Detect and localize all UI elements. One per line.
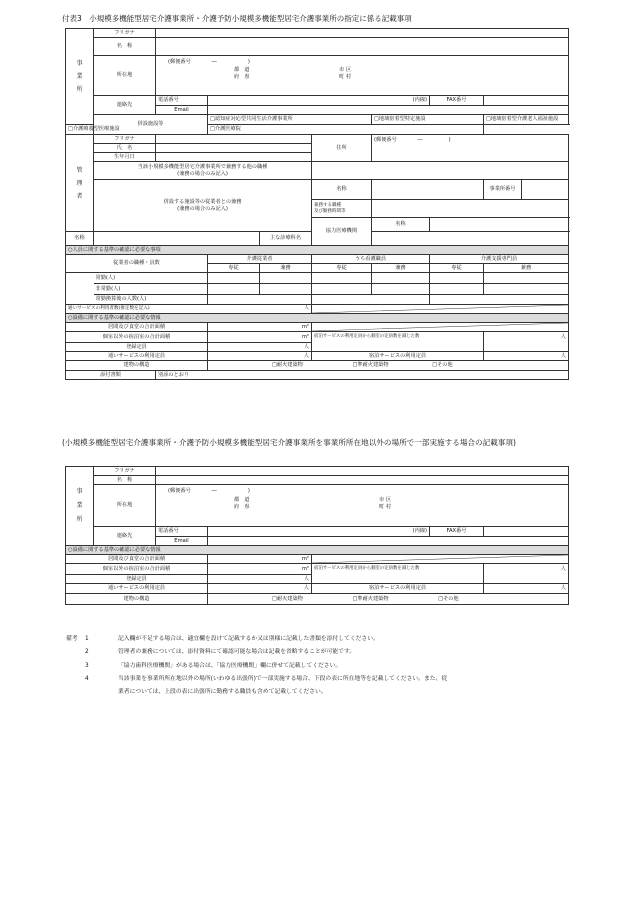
registered-field[interactable]: 人 [208, 343, 312, 352]
branch-phone-label: 電話番号 [156, 527, 208, 537]
branch-lodging-label: 宿泊サービスの利用定員 [312, 584, 484, 594]
office-fax-label: FAX番号 [430, 96, 484, 106]
row-fte-label: 常勤換算後の人数(人) [94, 295, 208, 305]
structure-other[interactable]: □その他 [432, 362, 453, 369]
manager-name-field[interactable] [156, 144, 312, 153]
manager-concurrent-job-field[interactable] [372, 200, 569, 218]
manager-other-job-field[interactable] [312, 162, 569, 180]
sub-concurrent-1: 兼務 [260, 264, 312, 273]
branch-phone-field[interactable]: (内線) [208, 527, 430, 537]
note-text: 記入欄が不足する場合は、適宜欄を設けて記載するか又は別様に記載した書類を添付してください。 [118, 636, 379, 642]
office-contact-label: 連絡先 [94, 96, 156, 115]
branch-name-label: 名 称 [94, 476, 156, 485]
structure-label: 建物の構造 [66, 361, 208, 371]
cell-r1-4[interactable] [372, 273, 430, 284]
personnel-header: ○人員に関する基準の確認に必要な事項 [66, 246, 569, 255]
sub-concurrent-2: 兼務 [372, 264, 430, 273]
branch-equipment-header: ○設備に関する基準の確認に必要な情報 [66, 546, 569, 555]
manager-concurrent-job-label: 兼務する職種 及び勤務時間等 [312, 200, 372, 218]
branch-postal: (郵便番号 ― ) [168, 488, 250, 494]
note-text: 「協力歯科医療機関」がある場合は、「協力医療機関」欄に併せて記載してください。 [118, 662, 342, 669]
branch-structure-label: 建物の構造 [66, 594, 208, 605]
users-diagonal-cell [312, 305, 569, 314]
branch-contact-label: 連絡先 [94, 527, 156, 546]
office-furigana-label: フリガナ [94, 29, 156, 38]
attachment-label: 添付書類 [66, 371, 156, 380]
cell-r2-4[interactable] [372, 284, 430, 295]
diagonal-line [312, 555, 568, 563]
sub-fulltime-1: 専従 [208, 264, 260, 273]
notes [66, 633, 576, 699]
branch-name-field[interactable] [156, 476, 569, 485]
medical-name-field-2[interactable] [94, 232, 260, 246]
manager-facility-name-label: 名称 [312, 180, 372, 200]
manager-residence-label: 住所 [312, 135, 372, 162]
facility-label: 併設施設等 [94, 115, 208, 135]
personnel-column-label: 従業者の職種・員数 [66, 255, 208, 273]
group-care-staff: 介護従業者 [208, 255, 312, 264]
row-fulltime-label: 常勤(人) [94, 273, 208, 284]
manager-office-no-field[interactable] [522, 180, 569, 200]
manager-facility-name-field[interactable] [372, 180, 484, 200]
facility-option-2[interactable]: □地域密着型特定施設 [372, 115, 484, 125]
medical-course-field-2[interactable] [372, 232, 569, 246]
medical-name-field-1[interactable] [430, 218, 569, 232]
branch-todo: 都 道 [234, 497, 250, 503]
office-address-label: 所在地 [94, 56, 156, 96]
cell-fte-2[interactable] [312, 295, 430, 305]
office-email-field[interactable] [208, 106, 569, 115]
diagonal-line [312, 323, 568, 331]
manager-postal: (郵便番号 ― ) [374, 137, 451, 143]
branch-structure-other[interactable]: □その他 [438, 595, 459, 602]
office-phone-label: 電話番号 [156, 96, 208, 106]
branch-commute-label: 通いサービスの利用定員 [66, 584, 208, 594]
structure-options[interactable] [208, 361, 569, 371]
cell-r1-3[interactable] [312, 273, 372, 284]
manager-concurrent-label: 併設する施設等の従業者との兼務 (兼務の場合のみ記入) [94, 180, 312, 232]
commute-label: 通いサービスの利用定員 [66, 352, 208, 361]
group-care-manager: 介護支援専門員 [430, 255, 569, 264]
note-text: 業者については、上段の表に出張所に勤務する職員も含めて記載してください。 [118, 689, 327, 696]
lodging-note: 宿泊サービスの利用定員から個室の定員数を減じた数 [312, 332, 484, 352]
office-postal: (郵便番号 ― ) [168, 59, 250, 65]
medical-course-label-2: 主な診療科名 [260, 232, 312, 246]
branch-structure-options[interactable] [208, 594, 569, 605]
branch-registered-field[interactable]: 人 [208, 575, 312, 584]
branch-lodging-note: 宿泊サービスの利用定員から個室の定員数を減じた数 [312, 564, 484, 584]
facility-option-1[interactable]: □認知症対応型共同生活介護事業所 [208, 115, 372, 125]
cell-fte-1[interactable] [208, 295, 312, 305]
office-name-label: 名 称 [94, 38, 156, 56]
branch-area-private-field[interactable]: m² [208, 564, 312, 575]
manager-birth-label: 生年月日 [94, 153, 156, 162]
branch-structure-semi-fireproof[interactable]: □準耐火建築物 [352, 595, 389, 602]
main-form-table [65, 28, 569, 380]
note-item: 2 管理者の兼務については、添付資料にて確認可能な場合は記載を省略することが可能です。 [85, 649, 356, 656]
office-name-field[interactable] [156, 38, 569, 56]
manager-birth-field[interactable] [156, 153, 312, 162]
note-item: 3 「協力歯科医療機関」がある場合は、「協力医療機関」欄に併せて記載してください。 [85, 662, 342, 669]
branch-area-common-field[interactable]: m² [208, 555, 312, 564]
branch-lodging-field[interactable]: 人 [484, 584, 569, 594]
branch-area-common-diagonal [312, 555, 569, 564]
lodging-label: 宿泊サービスの利用定員 [312, 352, 484, 361]
branch-registered-label: 登録定員 [66, 575, 208, 584]
manager-residence-field[interactable] [372, 135, 569, 162]
users-label: 通いサービスの利用者数(推定数を記入) 人 [66, 305, 312, 314]
manager-other-job-label: 当該小規模多機能型居宅介護事業所で兼務する他の職種 (兼務の場合のみ記入) [94, 162, 312, 180]
manager-furigana-label: フリガナ [94, 135, 156, 144]
branch-lodging-note-field[interactable]: 人 [484, 564, 569, 584]
office-chouson: 町 村 [339, 74, 352, 80]
branch-area-private-label: 個室以外の宿泊室の合計面積 [66, 564, 208, 575]
registered-label: 登録定員 [66, 343, 208, 352]
manager-office-no-label: 事業所番号 [484, 180, 522, 200]
equipment-header: ○設備に関する基準の確認に必要な情報 [66, 314, 569, 323]
diagonal-line [312, 305, 568, 313]
manager-furigana-field[interactable] [156, 135, 312, 144]
office-phone-field[interactable]: (内線) [208, 96, 430, 106]
facility-option-4[interactable]: □介護療養型医療施設 [66, 125, 208, 135]
facility-option-3[interactable]: □地域密着型介護老人福祉施設 [484, 115, 569, 125]
manager-label: 管 理 者 [66, 135, 94, 232]
branch-fax-label: FAX番号 [430, 527, 484, 537]
notes-label: 備考 [66, 636, 78, 642]
cell-r1-6[interactable] [484, 273, 569, 284]
branch-address-field[interactable] [156, 485, 569, 527]
area-common-field[interactable]: m² [208, 323, 312, 332]
second-section-title: (小規模多機能型居宅介護事業所・介護予防小規模多機能型居宅介護事業所を事業所所在地以外の場所で一部実施する場合の記載事項) [62, 438, 516, 447]
branch-commute-field[interactable]: 人 [208, 584, 312, 594]
cell-r1-1[interactable] [208, 273, 260, 284]
note-item-continued [66, 686, 576, 699]
note-item: 備考 1 記入欄が不足する場合は、適宜欄を設けて記載するか又は別様に記載した書類を添付してください。 [66, 633, 576, 646]
manager-name-label: 氏 名 [94, 144, 156, 153]
office-label: 事 業 所 [66, 29, 94, 125]
sub-fulltime-2: 専従 [312, 264, 372, 273]
office-shiku: 市 区 [339, 67, 352, 73]
form-title: 付表3 小規模多機能型居宅介護事業所・介護予防小規模多機能型居宅介護事業所の指定に係る記載事項 [62, 14, 412, 23]
sub-concurrent-3: 兼務 [484, 264, 569, 273]
medical-name-label-2: 名称 [66, 232, 94, 246]
cell-r2-6[interactable] [484, 284, 569, 295]
branch-chouson: 町 村 [379, 504, 392, 510]
branch-furigana-label: フリガナ [94, 467, 156, 476]
area-private-label: 個室以外の宿泊室の合計面積 [66, 332, 208, 343]
cell-fte-3[interactable] [430, 295, 569, 305]
branch-office-label: 事 業 所 [66, 467, 94, 546]
cell-r2-1[interactable] [208, 284, 260, 295]
area-common-label: 居間及び食堂の合計面積 [66, 323, 208, 332]
facility-option-5[interactable]: □介護医療院 [208, 125, 484, 135]
cell-r1-5[interactable] [430, 273, 484, 284]
attachment-value: 別添のとおり [156, 371, 569, 380]
office-furigana-field[interactable] [156, 29, 569, 38]
note-text: 管理者の兼務については、添付資料にて確認可能な場合は記載を省略することが可能です。 [118, 649, 356, 656]
cell-r2-5[interactable] [430, 284, 484, 295]
branch-structure-fireproof[interactable]: □耐火建築物 [272, 595, 303, 602]
branch-email-field[interactable] [208, 537, 569, 546]
branch-address-label: 所在地 [94, 485, 156, 527]
area-private-field[interactable]: m² [208, 332, 312, 343]
office-address-field[interactable] [156, 56, 569, 96]
cell-r2-3[interactable] [312, 284, 372, 295]
office-fuken: 府 県 [234, 74, 250, 80]
structure-fireproof[interactable]: □耐火建築物 [272, 362, 303, 369]
branch-email-label: Email [156, 537, 208, 546]
office-fax-field[interactable] [484, 96, 569, 106]
group-nurse: うち看護職員 [312, 255, 430, 264]
commute-field[interactable]: 人 [208, 352, 312, 361]
lodging-note-field[interactable]: 人 [484, 332, 569, 352]
branch-form-table [65, 466, 569, 605]
note-item: 4 当該事業を事業所所在地以外の場所(いわゆる出張所)で一部実施する場合、下段の表に所在地等を記載してください。また、従 [85, 675, 448, 682]
area-common-diagonal [312, 323, 569, 332]
branch-area-common-label: 居間及び食堂の合計面積 [66, 555, 208, 564]
branch-shiku: 市 区 [379, 497, 392, 503]
row-parttime-label: 非常勤(人) [94, 284, 208, 295]
branch-fuken: 府 県 [234, 504, 250, 510]
cell-r1-2[interactable] [260, 273, 312, 284]
lodging-field[interactable]: 人 [484, 352, 569, 361]
medical-label: 協力医療機関 [312, 218, 372, 246]
office-email-label: Email [156, 106, 208, 115]
cell-r2-2[interactable] [260, 284, 312, 295]
branch-furigana-field[interactable] [156, 467, 569, 476]
structure-semi-fireproof[interactable]: □準耐火建築物 [352, 362, 389, 369]
note-text: 当該事業を事業所所在地以外の場所(いわゆる出張所)で一部実施する場合、下段の表に所在地等を記載してください。また、従 [118, 675, 448, 682]
office-todo: 都 道 [234, 67, 250, 73]
branch-fax-field[interactable] [484, 527, 569, 537]
medical-name-label-1: 名称 [372, 218, 430, 232]
sub-fulltime-3: 専従 [430, 264, 484, 273]
